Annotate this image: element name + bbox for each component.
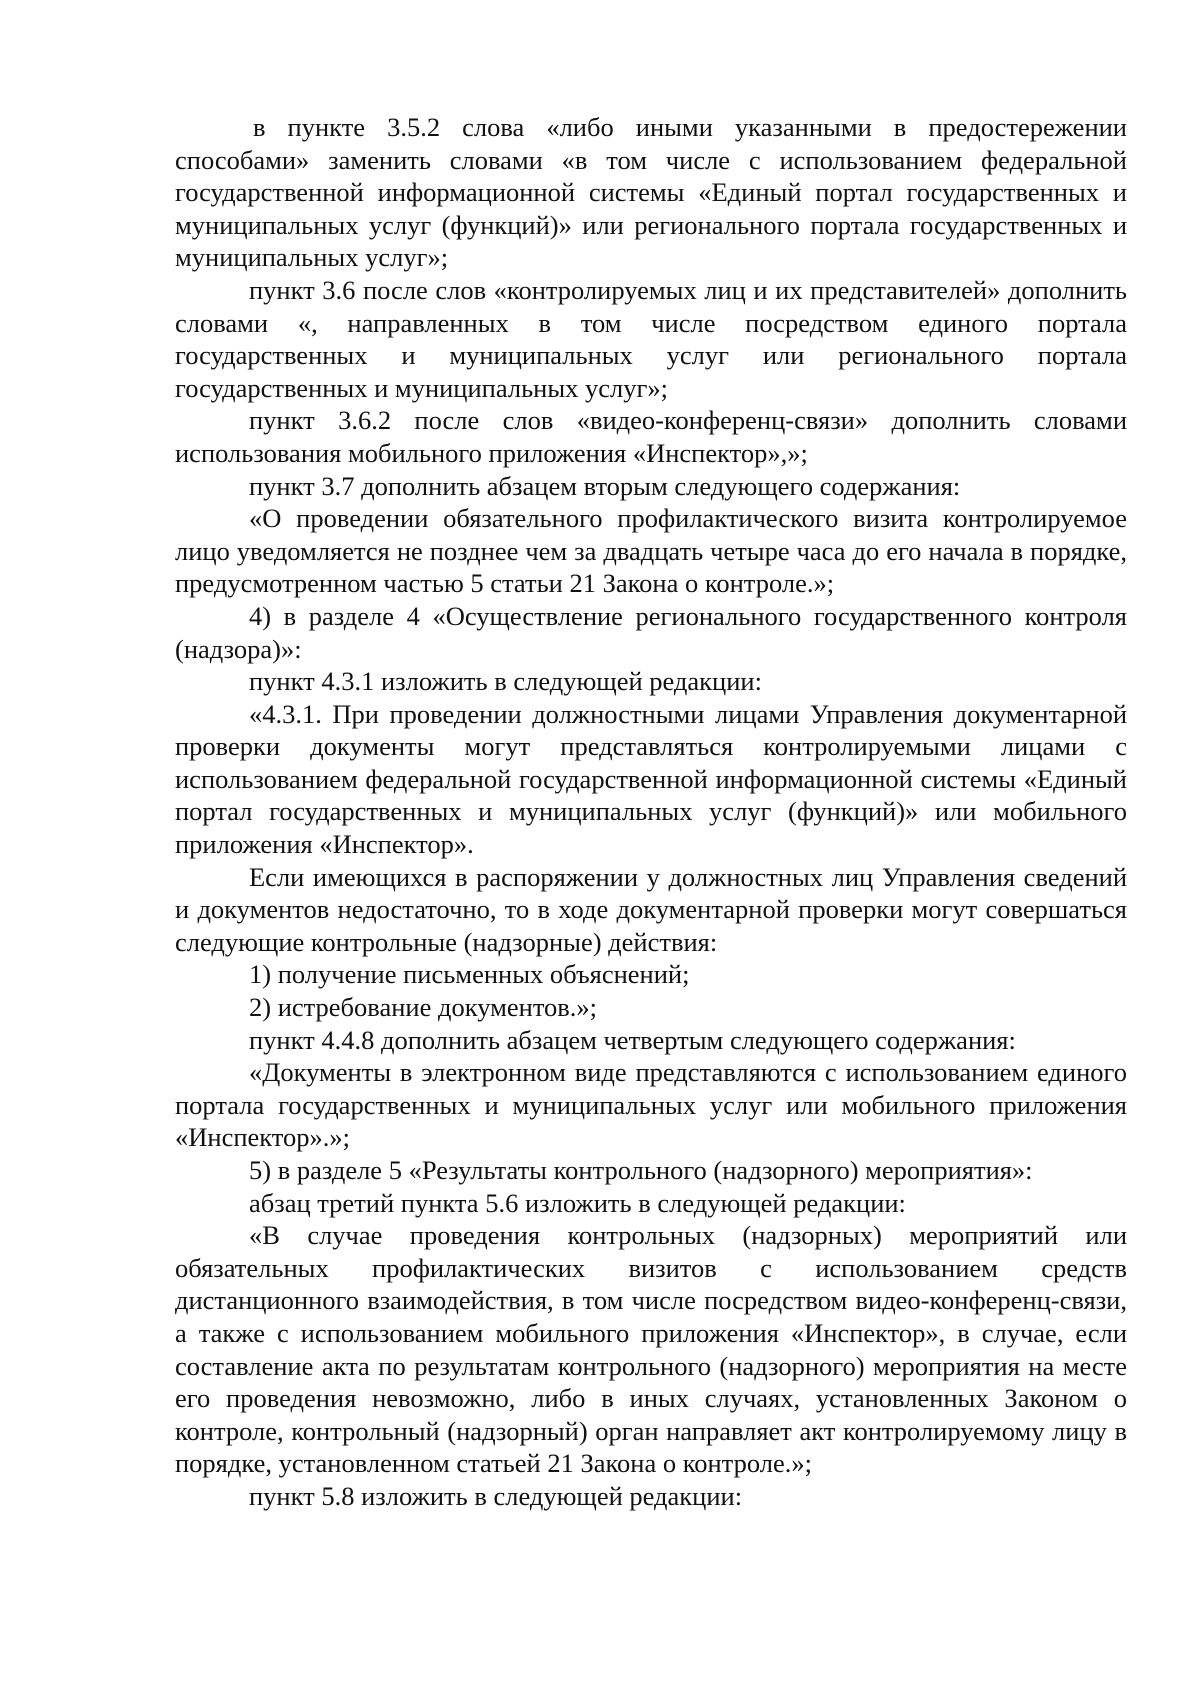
paragraph-10: 1) получение письменных объяснений;: [249, 959, 690, 990]
paragraph-15: абзац третий пункта 5.6 изложить в следующей редакции:: [249, 1187, 906, 1218]
paragraph-11: 2) истребование документов.»;: [249, 992, 598, 1023]
paragraph-16: «В случае проведения контрольных (надзорных) мероприятий или обязательных профилактических визитов с использованием средств дистанционного взаимодействия, в том числе посредством видео-конференц-связи, а также с использованием мобильного приложения «Инспектор», в случае, если составление акта по результатам контрольного (надзорного) мероприятия на месте его проведения невозможно, либо в иных случаях, установленных Законом о контроле, контрольный (надзорный) орган направляет акт контролируемому лицу в порядке, установленном статьей 21 Закона о контроле.»;: [175, 1220, 1127, 1479]
paragraph-2: пункт 3.6 после слов «контролируемых лиц и их представителей» дополнить словами «, направленных в том числе посредством единого портала государственных и муниципальных услуг или регионального портала государственных и муниципальных услуг»;: [175, 274, 1127, 403]
paragraph-17: пункт 5.8 изложить в следующей редакции:: [249, 1480, 743, 1511]
paragraph-9: Если имеющихся в распоряжении у должностных лиц Управления сведений и документов недостаточно, то в ходе документарной проверки могут совершаться следующие контрольные (надзорные) действия:: [175, 861, 1127, 957]
paragraph-8: «4.3.1. При проведении должностными лицами Управления документарной проверки документы могут представляться контролируемыми лицами с использованием федеральной государственной информационной системы «Единый портал государственных и муниципальных услуг (функций)» или мобильного приложения «Инспектор».: [175, 698, 1127, 860]
document-body: [175, 111, 1127, 1513]
paragraph-5: «О проведении обязательного профилактического визита контролируемое лицо уведомляется не позднее чем за двадцать четыре часа до его начала в порядке, предусмотренном частью 5 статьи 21 Закона о контроле.»;: [175, 503, 1127, 599]
paragraph-12: пункт 4.4.8 дополнить абзацем четвертым следующего содержания:: [249, 1024, 1016, 1055]
paragraph-4: пункт 3.7 дополнить абзацем вторым следующего содержания:: [249, 470, 961, 501]
paragraph-7: пункт 4.3.1 изложить в следующей редакции:: [249, 666, 762, 697]
paragraph-13: «Документы в электронном виде представляются с использованием единого портала государственных и муниципальных услуг или мобильного приложения «Инспектор».»;: [175, 1057, 1127, 1153]
paragraph-3: пункт 3.6.2 после слов «видео-конференц-связи» дополнить словами использования мобильного приложения «Инспектор»,»;: [175, 405, 1127, 468]
paragraph-14: 5) в разделе 5 «Результаты контрольного (надзорного) мероприятия»:: [249, 1155, 1033, 1185]
paragraph-6: 4) в разделе 4 «Осуществление регионального государственного контроля (надзора)»:: [175, 600, 1127, 664]
paragraph-1: в пункте 3.5.2 слова «либо иными указанными в предостережении способами» заменить словами «в том числе с использованием федеральной государственной информационной системы «Единый портал государственных и муниципальных услуг (функций)» или регионального портала государственных и муниципальных услуг»;: [175, 112, 1127, 273]
